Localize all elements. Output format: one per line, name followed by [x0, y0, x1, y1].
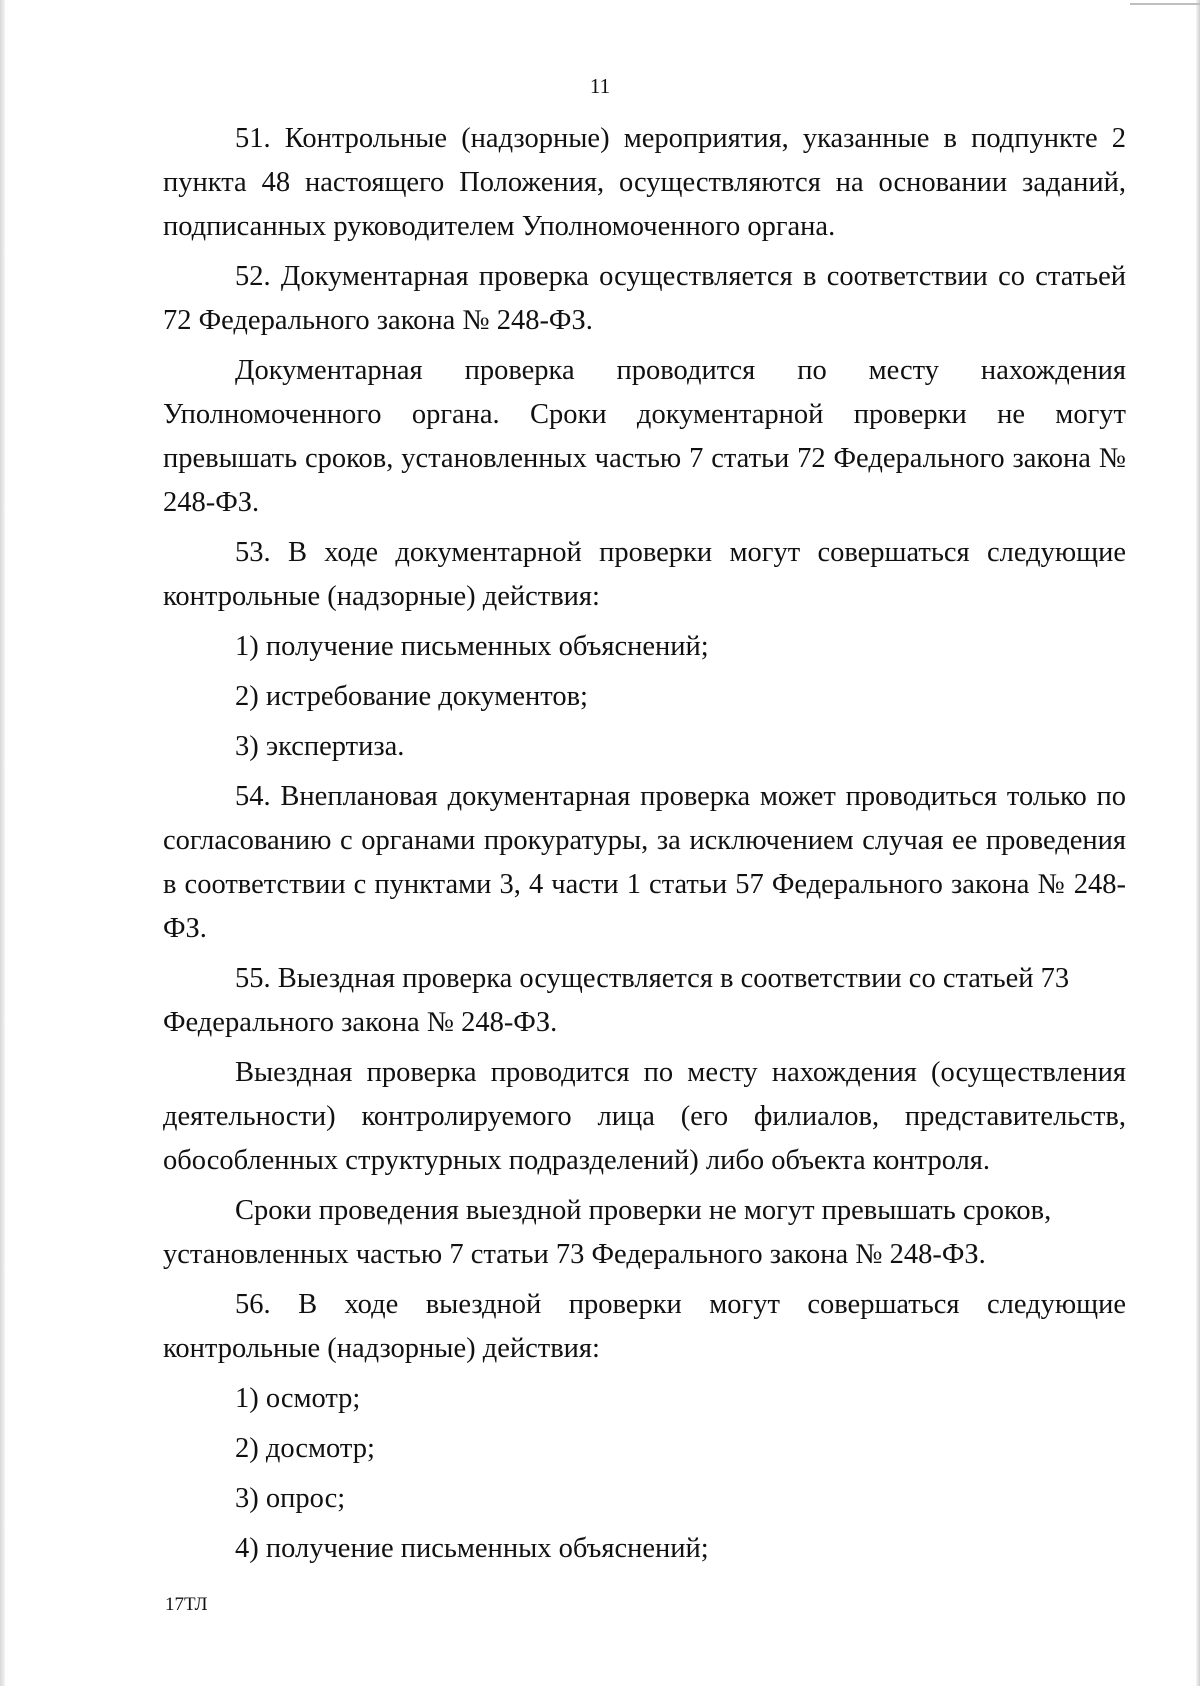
document-body [163, 117, 1126, 1571]
paragraph-52-documentary-check: Документарная проверка проводится по месту нахождения Уполномоченного органа. Сроки документарной проверки не могут превышать сроков, установленных частью 7 статьи 72 Федерального закона № 248-ФЗ. [163, 355, 1126, 518]
scan-edge-top [1130, 3, 1200, 5]
list-item-53-3: 3) экспертиза. [235, 731, 405, 762]
scan-edge-left [0, 0, 5, 1686]
paragraph-52: 52. Документарная проверка осуществляется в соответствии со статьей 72 Федерального закона № 248-ФЗ. [163, 261, 1126, 336]
list-item-53-1: 1) получение письменных объяснений; [235, 631, 709, 662]
paragraph-51: 51. Контрольные (надзорные) мероприятия, указанные в подпункте 2 пункта 48 настоящего Положения, осуществляются на основании заданий, подписанных руководителем Уполномоченного органа. [163, 123, 1126, 242]
paragraph-55-site-check: Выездная проверка проводится по месту нахождения (осуществления деятельности) контролируемого лица (его филиалов, представительств, обособленных структурных подразделений) либо объекта контроля. [163, 1057, 1126, 1176]
list-item-53-2: 2) истребование документов; [235, 681, 588, 712]
scan-edge-right [1196, 0, 1200, 1686]
footer-code: 17ТЛ [165, 1594, 208, 1615]
list-item-56-1: 1) осмотр; [235, 1383, 361, 1414]
list-item-56-2: 2) досмотр; [235, 1433, 375, 1464]
paragraph-55-terms: Сроки проведения выездной проверки не могут превышать сроков, установленных частью 7 статьи 73 Федерального закона № 248-ФЗ. [163, 1195, 1052, 1270]
paragraph-56: 56. В ходе выездной проверки могут совершаться следующие контрольные (надзорные) действия: [163, 1289, 1126, 1364]
paragraph-54: 54. Внеплановая документарная проверка может проводиться только по согласованию с органами прокуратуры, за исключением случая ее проведения в соответствии с пунктами 3, 4 части 1 статьи 57 Федерального закона № 248-ФЗ. [163, 781, 1126, 944]
list-item-56-4: 4) получение письменных объяснений; [235, 1533, 709, 1564]
paragraph-55: 55. Выездная проверка осуществляется в соответствии со статьей 73 Федерального закона № 248-ФЗ. [163, 963, 1070, 1038]
list-item-56-3: 3) опрос; [235, 1483, 346, 1514]
paragraph-53: 53. В ходе документарной проверки могут совершаться следующие контрольные (надзорные) действия: [163, 537, 1126, 612]
page-number: 11 [589, 74, 611, 98]
